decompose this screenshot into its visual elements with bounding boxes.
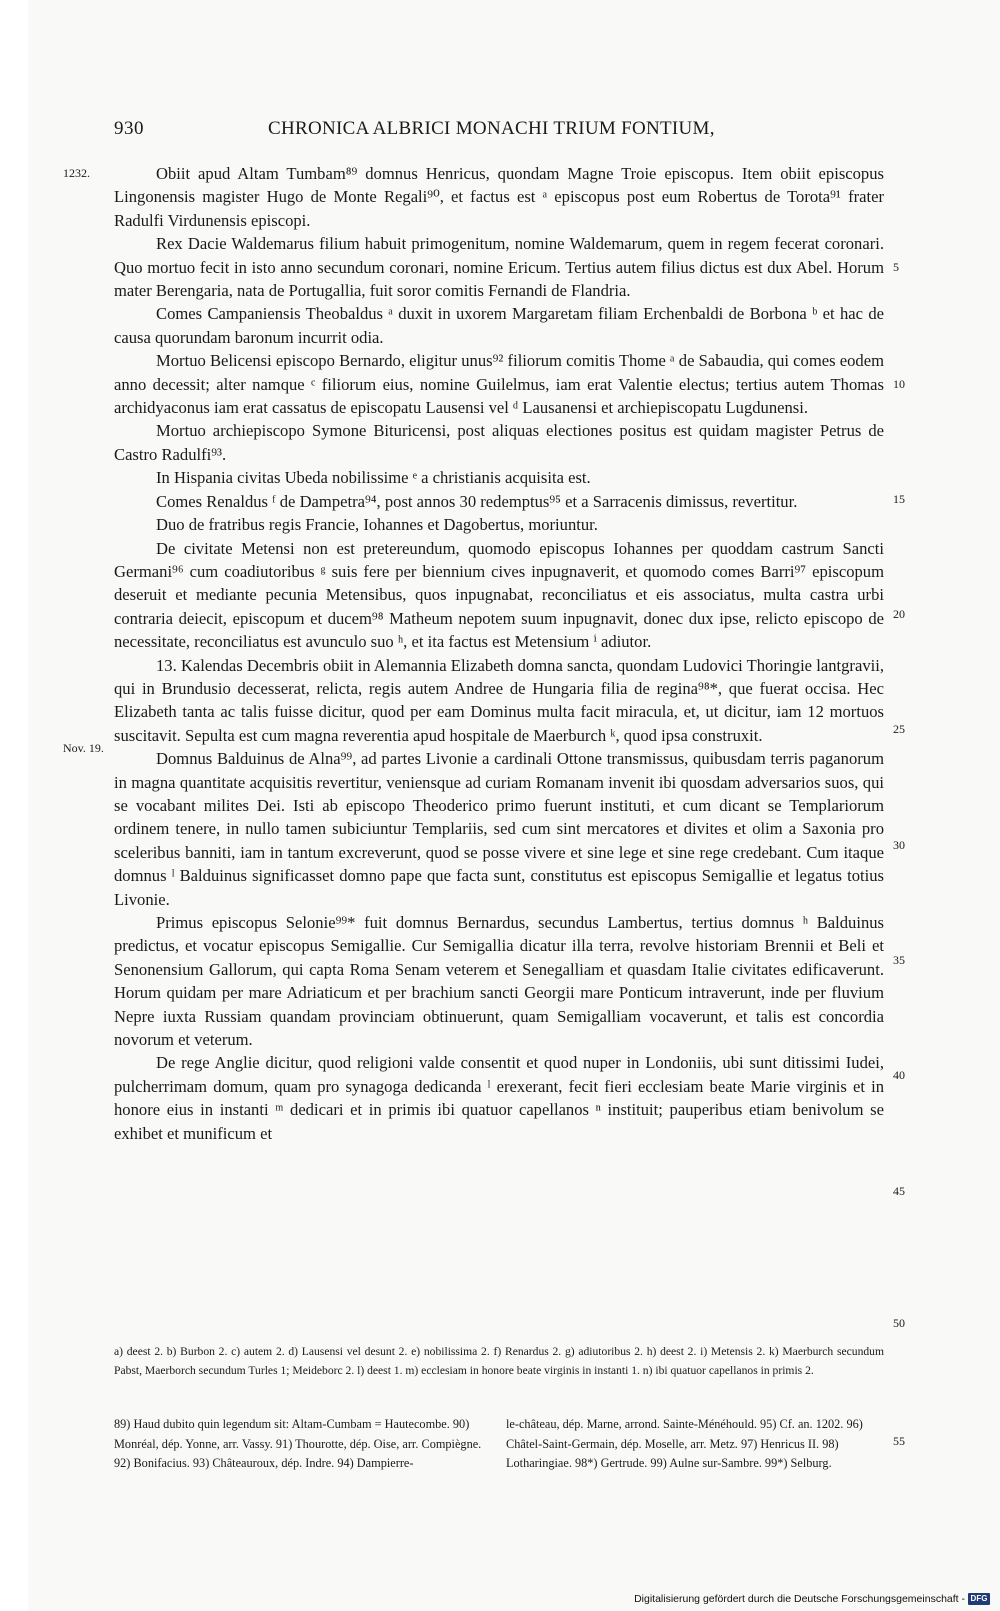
- paragraph: Comes Renaldus ᶠ de Dampetra⁹⁴, post annos 30 redemptus⁹⁵ et a Sarracenis dimissus, revertitur.: [156, 491, 798, 511]
- line-number-40: 40: [893, 1068, 905, 1082]
- paragraph: De civitate Metensi non est pretereundum, quomodo episcopus Iohannes per quoddam castrum Sancti Germani⁹⁶ cum coadiutoribus ᵍ suis fere per biennium cives inpugnaverit, et quomodo comes Barri⁹⁷ episcopum deseruit et mediante pecunia Metensibus, quos inpugnabat, reconciliatus et eis associatus, multa castra urbi contraria deiecit, episcopum et ducem⁹⁸ Matheum nepotem suum inpugnavit, donec dux ipse, relicto episcopo de necessitate, reconciliatus est avunculo suo ʰ, et ita factus est Metensium ⁱ adiutor.: [114, 538, 884, 652]
- page-header: [28, 118, 1000, 148]
- line-number-55: 55: [893, 1434, 905, 1448]
- margin-year: 1232.: [63, 166, 90, 180]
- line-number-5: 5: [893, 260, 899, 274]
- critical-apparatus: a) deest 2. b) Burbon 2. c) autem 2. d) Lausensi vel desunt 2. e) nobilissima 2. f) Renardus 2. g) adiutoribus 2. h) deest 2. i) Metensis 2. k) Maerburch secundum Pabst, Maerborch secundum Turles 1; Meideborc 2. l) deest 1. m) ecclesiam in honore beate virginis in instanti 1. n) ibi quatuor capellanos in primis 2.: [114, 1345, 884, 1377]
- paragraph: In Hispania civitas Ubeda nobilissime ᵉ a christianis acquisita est.: [156, 468, 591, 488]
- running-title: CHRONICA ALBRICI MONACHI TRIUM FONTIUM,: [268, 118, 715, 139]
- source-notes-column-2: le-château, dép. Marne, arrond. Sainte-Ménéhould. 95) Cf. an. 1202. 96) Châtel-Saint-Germain, dép. Moselle, arr. Metz. 97) Henricus II. 98) Lotharingiae. 98*) Gertrude. 99) Aulne sur-Sambre. 99*) Selburg.: [506, 1417, 863, 1470]
- source-notes-column-1: 89) Haud dubito quin legendum sit: Altam-Cumbam = Hautecombe. 90) Monréal, dép. Yonne, arr. Vassy. 91) Thourotte, dép. Oise, arr. Compiègne. 92) Bonifacius. 93) Châteauroux, dép. Indre. 94) Dampierre-: [114, 1417, 482, 1470]
- scanned-page: [28, 0, 1000, 1611]
- line-number-10: 10: [893, 377, 905, 391]
- margin-date: Nov. 19.: [63, 741, 104, 755]
- paragraph: Domnus Balduinus de Alna⁹⁹, ad partes Livonie a cardinali Ottone transmissus, quibusdam terris paganorum in magna quantitate acquisitis revertitur, veniensque ad curiam Romanam invenit ibi quosdam adversarios suos, qui se vocabant milites Dei. Isti ab episcopo Theoderico primo fuerunt instituti, et cum dicant se Templariorum ordinem tenere, in nullo tamen subiciuntur Templariis, sed cum sint mercatores et divites et olim a Saxonia pro sceleribus banniti, iam in tantum excreverunt, quod se posse vivere et sine lege et sine rege credebant. Cum itaque domnus ˡ Balduinus significasset domno pape que facta sunt, constitutus est episcopus Semigallie et legatus totius Livonie.: [114, 749, 884, 909]
- paragraph: Duo de fratribus regis Francie, Iohannes et Dagobertus, moriuntur.: [156, 515, 598, 535]
- paragraph: Rex Dacie Waldemarus filium habuit primogenitum, nomine Waldemarum, quem in regem fecerat coronari. Quo mortuo fecit in isto anno secundum coronari, nomine Ericum. Tertius autem filius dictus est dux Abel. Horum mater Berengaria, nata de Portugallia, fuit soror comitis Fernandi de Flandria.: [114, 234, 884, 301]
- paragraph: Obiit apud Altam Tumbam⁸⁹ domnus Henricus, quondam Magne Troie episcopus. Item obiit episcopus Lingonensis magister Hugo de Monte Regali⁹⁰, et factus est ᵃ episcopus post eum Robertus de Torota⁹¹ frater Radulfi Virdunensis episcopi.: [114, 164, 884, 230]
- paragraph: 13. Kalendas Decembris obiit in Alemannia Elizabeth domna sancta, quondam Ludovici Thoringie lantgravii, qui in Brundusio decesserat, relicta, regis autem Andree de Hungaria filia de regina⁹⁸*, que fuerat occisa. Hec Elizabeth tanta ac talis fuisse dicitur, quod per eam Dominus multa facit miracula, et, ut dicitur, iam 12 mortuos suscitavit. Sepulta est cum magna reverentia apud hospitale de Maerburch ᵏ, quod ipsa construxit.: [114, 655, 884, 745]
- paragraph: Primus episcopus Selonie⁹⁹* fuit domnus Bernardus, secundus Lambertus, tertius domnus ʰ Balduinus predictus, et vocatur episcopus Semigallie. Cur Semigallia dicatur illa terra, revolve historiam Brennii et Beli et Senonensium Gallorum, qui capta Roma Senam veterem et Senegalliam et quasdam Italie civitates edificaverunt. Horum quidam per mare Adriaticum et per brachium sancti Georgii mare Ponticum intraverunt, inde per fluvium Nepre iuxta Russiam quandam provinciam obtinuerunt, quam Semigalliam vocaverunt, et talis est concordia novorum et veterum.: [114, 913, 884, 1050]
- line-number-50: 50: [893, 1316, 905, 1330]
- paragraph: De rege Anglie dicitur, quod religioni valde consentit et quod nuper in Londoniis, ubi sunt ditissimi Iudei, pulcherrimam domum, quam pro synagoga dedicanda ˡ erexerant, fecit fieri ecclesiam beate Marie virginis et in honore eius in instanti ᵐ dedicari et in primis ibi quatuor capellanos ⁿ instituit; pauperibus etiam benivolum se exhibet et munificum et: [114, 1053, 884, 1143]
- line-number-45: 45: [893, 1184, 905, 1198]
- chronicle-text: [114, 162, 884, 1145]
- line-number-30: 30: [893, 838, 905, 852]
- paragraph: Mortuo archiepiscopo Symone Bituricensi, post aliquas electiones positus est quidam magister Petrus de Castro Radulfi⁹³.: [114, 421, 884, 464]
- dfg-logo-icon: DFG: [968, 1593, 990, 1605]
- paragraph: Mortuo Belicensi episcopo Bernardo, eligitur unus⁹² filiorum comitis Thome ᵃ de Sabaudia, qui comes eodem anno decessit; alter namque ᶜ filiorum eius, nomine Guilelmus, iam erat Valentie electus; tertius autem Thomas archidyaconus iam erat cassatus de episcopatu Lausensi vel ᵈ Lausanensi et archiepiscopatu Lugdunensi.: [114, 351, 884, 418]
- line-number-35: 35: [893, 953, 905, 967]
- line-number-25: 25: [893, 722, 905, 736]
- footer-text: Digitalisierung gefördert durch die Deutsche Forschungsgemeinschaft -: [634, 1593, 965, 1605]
- line-number-20: 20: [893, 607, 905, 621]
- page-number: 930: [114, 118, 144, 139]
- paragraph: Comes Campaniensis Theobaldus ᵃ duxit in uxorem Margaretam filiam Erchenbaldi de Borbona ᵇ et hac de causa quorundam baronum incurrit odia.: [114, 304, 884, 347]
- line-number-15: 15: [893, 492, 905, 506]
- digitization-footer: [634, 1593, 990, 1605]
